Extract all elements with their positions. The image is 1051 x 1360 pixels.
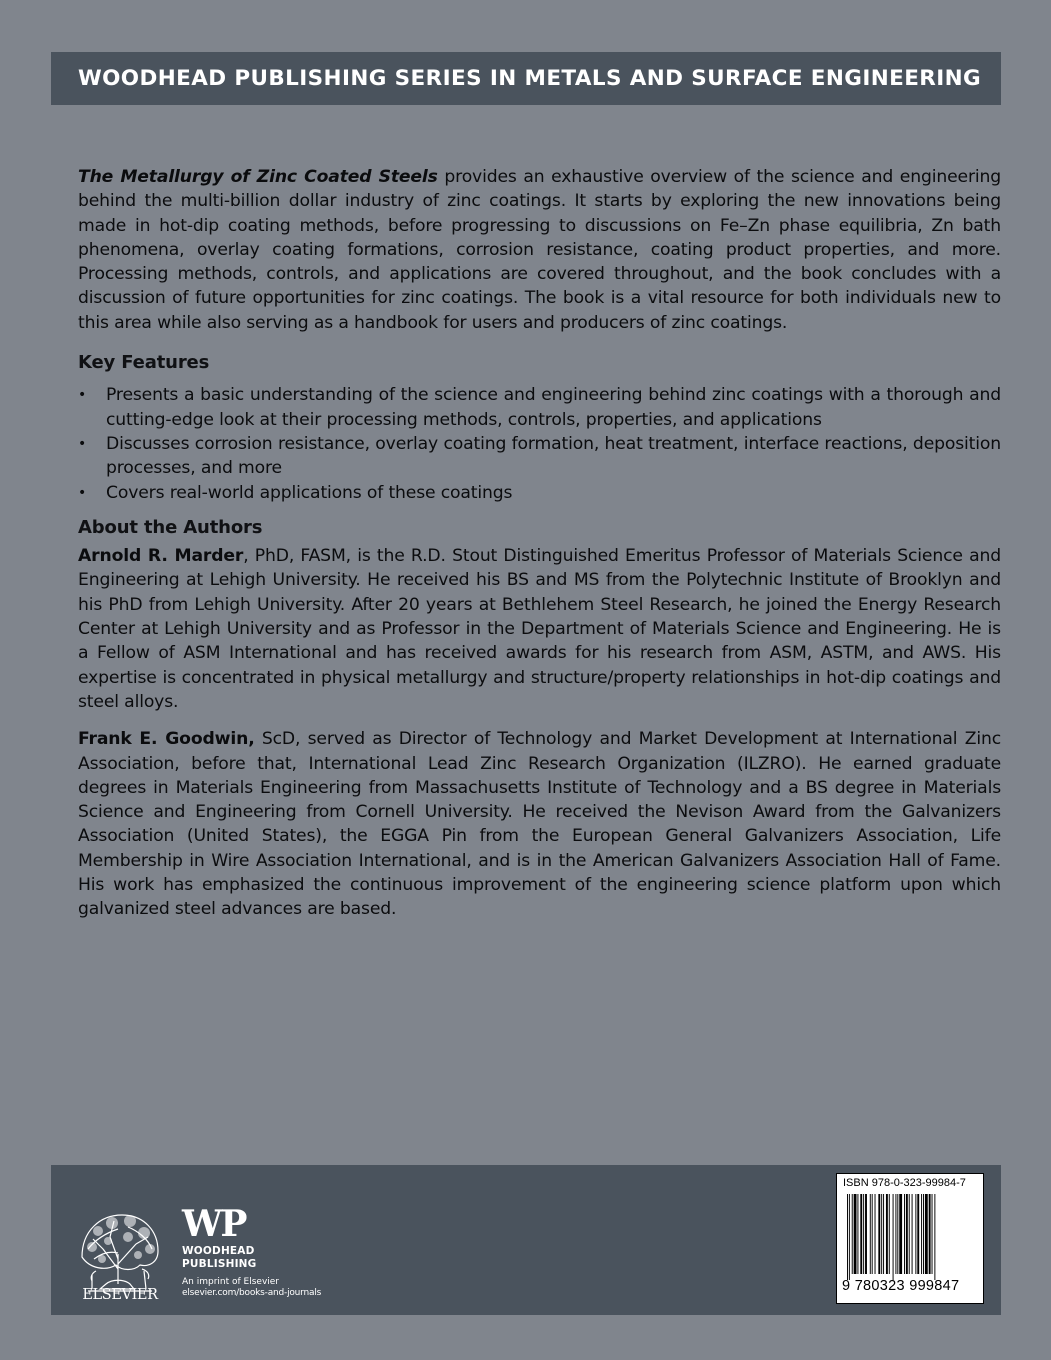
elsevier-wordmark: ELSEVIER: [82, 1287, 158, 1303]
bullet-icon: •: [78, 387, 87, 404]
book-title: The Metallurgy of Zinc Coated Steels: [78, 167, 438, 187]
back-cover-content: [78, 165, 1001, 922]
publisher-url: elsevier.com/books-and-journals: [182, 1288, 322, 1298]
description-text: provides an exhaustive overview of the science and engineering behind the multi-billion dollar industry of zinc coatings. It starts by exploring the new innovations being made in hot-dip coating methods, before progressing to discussions on Fe–Zn phase equilibria, Zn bath phenomena, overlay coating formations, corrosion resistance, coating product properties, and more. Processing methods, controls, and applications are covered throughout, and the book concludes with a discussion of future opportunities for zinc coatings. The book is a vital resource for both individuals new to this area while also serving as a handbook for users and producers of zinc coatings.: [78, 167, 1001, 333]
wp-monogram: WP: [182, 1203, 246, 1245]
barcode-bars-icon: [845, 1194, 975, 1282]
author-bio-text: , PhD, FASM, is the R.D. Stout Distinguished Emeritus Professor of Materials Science and Engineering at Lehigh University. He received his BS and MS from the Polytechnic Institute of Brooklyn and his PhD from Lehigh University. After 20 years at Bethlehem Steel Research, he joined the Energy Research Center at Lehigh University and as Professor in the Department of Materials Science and Engineering. He is a Fellow of ASM International and has received awards for his research from ASM, ASTM, and AWS. His expertise is concentrated in physical metallurgy and structure/property relationships in hot-dip coatings and steel alloys.: [78, 546, 1001, 712]
woodhead-logo: [182, 1205, 321, 1299]
feature-item: [78, 432, 1001, 481]
imprint-text: An imprint of Elsevier: [182, 1277, 280, 1287]
bullet-icon: •: [78, 435, 87, 452]
series-title: WOODHEAD PUBLISHING SERIES IN METALS AND SURFACE ENGINEERING: [78, 66, 982, 91]
barcode-digits: 9 780323 999847: [842, 1278, 960, 1294]
woodhead-name-line2: PUBLISHING: [182, 1258, 257, 1270]
about-authors-heading: About the Authors: [78, 516, 263, 538]
publisher-footer: [51, 1165, 1001, 1315]
description-paragraph: [78, 165, 1001, 335]
feature-text: Covers real-world applications of these coatings: [106, 482, 513, 503]
author-bio: [78, 727, 1001, 921]
isbn-label: ISBN 978-0-323-99984-7: [843, 1177, 966, 1189]
author-name: Arnold R. Marder: [78, 546, 244, 567]
author-name: Frank E. Goodwin,: [78, 729, 255, 750]
feature-item: [78, 481, 1001, 505]
key-features-heading: Key Features: [78, 352, 210, 374]
series-banner: [51, 52, 1001, 105]
woodhead-name-line1: WOODHEAD: [182, 1245, 255, 1257]
feature-text: Discusses corrosion resistance, overlay coating formation, heat treatment, interface reactions, deposition processes, and more: [106, 433, 1001, 479]
author-bio: [78, 544, 1001, 714]
isbn-barcode: [836, 1173, 984, 1304]
feature-item: [78, 383, 1001, 432]
bullet-icon: •: [78, 484, 87, 501]
key-features-list: [78, 383, 1001, 504]
author-bio-text: ScD, served as Director of Technology and Market Development at International Zinc Association, before that, International Lead Zinc Research Organization (ILZRO). He earned graduate degrees in Materials Engineering from Massachusetts Institute of Technology and a BS degree in Materials Science and Engineering from Cornell University. He received the Nevison Award from the Galvanizers Association (United States), the EGGA Pin from the European General Galvanizers Association, Life Membership in Wire Association International, and is in the American Galvanizers Association Hall of Fame. His work has emphasized the continuous improvement of the engineering science platform upon which galvanized steel advances are based.: [78, 729, 1001, 920]
feature-text: Presents a basic understanding of the science and engineering behind zinc coatings with a thorough and cutting-edge look at their processing methods, controls, properties, and applications: [106, 385, 1001, 430]
